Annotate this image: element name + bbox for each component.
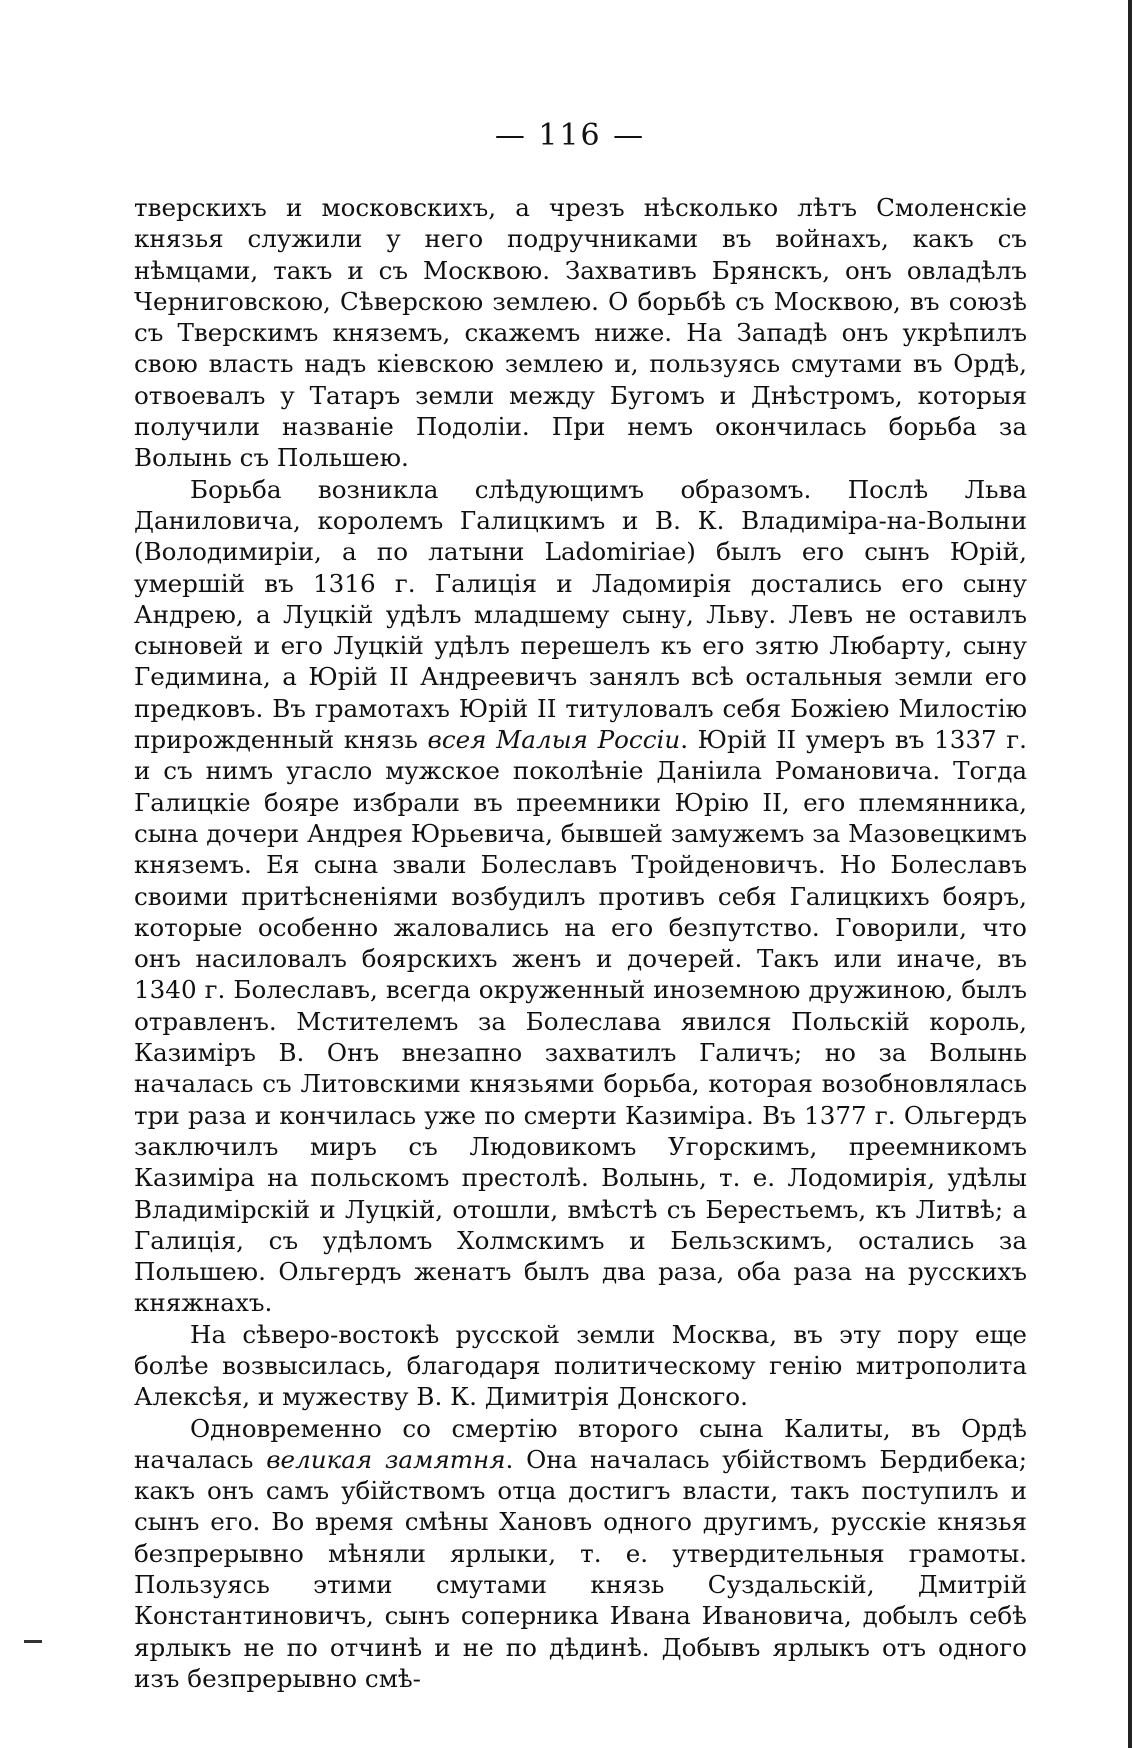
paragraph-4-text-b: . Она началась убійствомъ Бердибека; какъ онъ самъ убійствомъ отца достигъ власти, такъ поступилъ и сынъ его. Во время смѣны Хановъ одного другимъ, русскіе князья безпрерывно мѣняли ярлыки, т. е. утвердительныя грамоты. Пользуясь этими смутами князь Суздальскій, Дмитрій Константиновичъ, сынъ соперника Ивана Ивановича, добылъ себѣ ярлыкъ не по отчинѣ и не по дѣдинѣ. Добывъ ярлыкъ отъ одного изъ безпрерывно смѣ- — [134, 1444, 1027, 1693]
emphasis-title: всея Малыя Россіи — [427, 725, 681, 755]
paragraph-3 — [134, 1319, 1027, 1413]
paragraph-2-text-a: Борьба возникла слѣдующимъ образомъ. Послѣ Льва Даниловича, королемъ Галицкимъ и В. К. Владиміра-на-Волыни (Володимиріи, а по латыни Ladomiriae) былъ его сынъ Юрій, умершій въ 1316 г. Галиція и Ладомирія достались его сыну Андрею, а Луцкій удѣлъ младшему сыну, Льву. Левъ не оставилъ сыновей и его Луцкій удѣлъ перешелъ къ его зятю Любарту, сыну Гедимина, а Юрій II Андреевичъ занялъ всѣ остальныя земли его предковъ. Въ грамотахъ Юрій II титуловалъ себя Божіею Милостію прирожденный князь — [134, 474, 1027, 755]
paragraph-2 — [134, 474, 1027, 1319]
paragraph-4-text-a: Одновременно со смертію второго сына Калиты, въ Ордѣ началась — [134, 1413, 1027, 1474]
paragraph-1 — [134, 192, 1027, 474]
paragraph-4 — [134, 1413, 1027, 1695]
paragraph-3-text: На сѣверо-востокѣ русской земли Москва, въ эту пору еще болѣе возвысилась, благодаря политическому генію митрополита Алексѣя, и мужеству В. К. Димитрія Донского. — [134, 1319, 1027, 1412]
page-number: — 116 — — [494, 118, 646, 153]
page-edge-rule — [1128, 0, 1132, 1748]
text-block — [134, 192, 1027, 1694]
paragraph-1-text: тверскихъ и московскихъ, а чрезъ нѣсколько лѣтъ Смоленскіе князья служили у него подручниками въ войнахъ, какъ съ нѣмцами, такъ и съ Москвою. Захвативъ Брянскъ, онъ овладѣлъ Черниговскою, Сѣверскою землею. О борьбѣ съ Москвою, въ союзѣ съ Тверскимъ княземъ, скажемъ ниже. На Западѣ онъ укрѣпилъ свою власть надъ кіевскою землею и, пользуясь смутами въ Ордѣ, отвоевалъ у Татаръ земли между Бугомъ и Днѣстромъ, которыя получили названіе Подоліи. При немъ окончилась борьба за Волынь съ Польшею. — [134, 193, 1027, 473]
emphasis-term: великая замятня — [266, 1444, 506, 1474]
paragraph-2-text-b: . Юрій II умеръ въ 1337 г. и съ нимъ угасло мужское поколѣніе Даніила Романовича. Тогда Галицкіе бояре избрали въ преемники Юрію II, его племянника, сына дочери Андрея Юрьевича, бывшей замужемъ за Мазовецкимъ княземъ. Ея сына звали Болеславъ Тройденовичъ. Но Болеславъ своими притѣсненіями возбудилъ противъ себя Галицкихъ бояръ, которые особенно жаловались на его безпутство. Говорили, что онъ насиловалъ боярскихъ женъ и дочерей. Такъ или иначе, въ 1340 г. Болеславъ, всегда окруженный иноземною дружиною, былъ отравленъ. Мстителемъ за Болеслава явился Польскій король, Казиміръ В. Онъ внезапно захватилъ Галичъ; но за Волынь началась съ Литовскими князьями борьба, которая возобновлялась три раза и кончилась уже по смерти Казиміра. Въ 1377 г. Ольгердъ заключилъ миръ съ Людовикомъ Угорскимъ, преемникомъ Казиміра на польскомъ престолѣ. Волынь, т. е. Лодомирія, удѣлы Владимірскій и Луцкій, отошли, вмѣстѣ съ Берестьемъ, къ Литвѣ; а Галиція, съ удѣломъ Холмскимъ и Бельзскимъ, остались за Польшею. Ольгердъ женатъ былъ два раза, оба раза на русскихъ княжнахъ. — [134, 725, 1027, 1318]
margin-mark — [24, 1640, 42, 1643]
